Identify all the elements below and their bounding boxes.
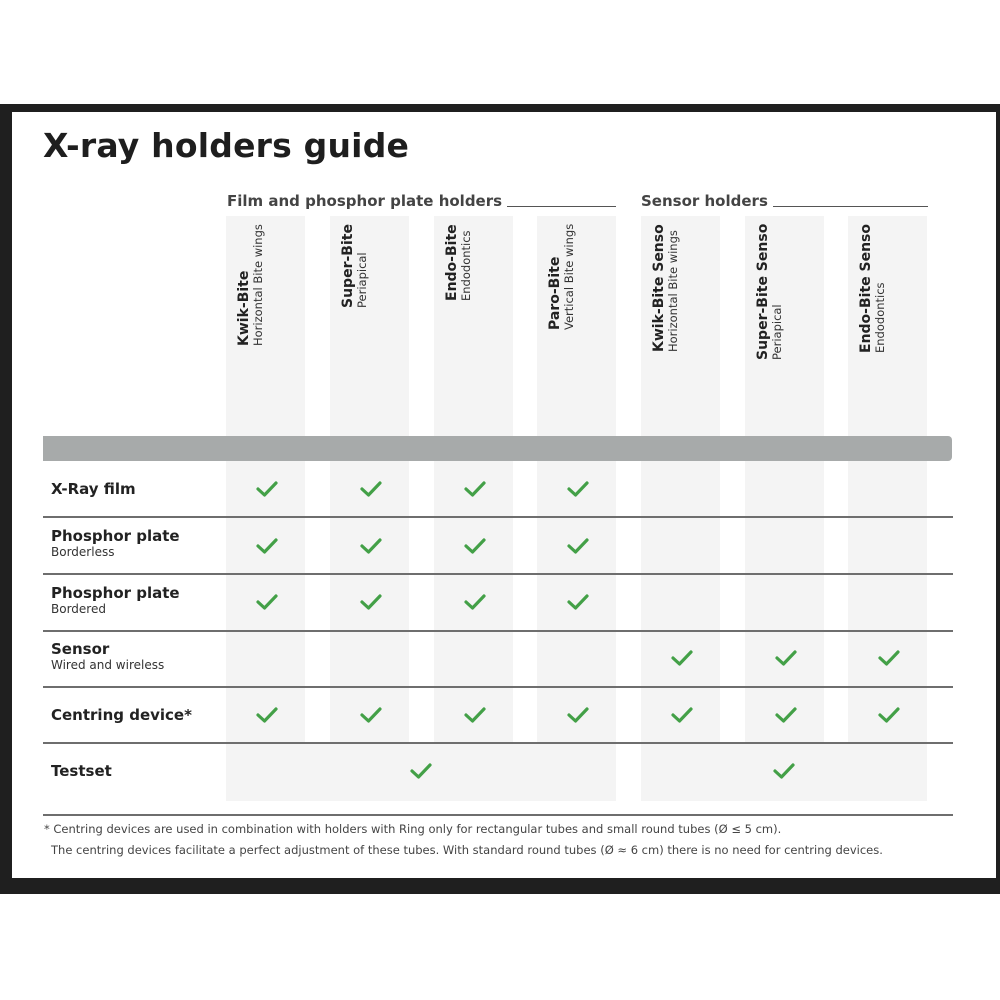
row-label [51, 706, 192, 724]
column-header-label [340, 224, 369, 308]
column-header-label [444, 224, 473, 301]
column-subtitle: Vertical Bite wings [562, 223, 576, 330]
column-header [537, 216, 616, 431]
row-divider [43, 686, 953, 688]
column-header-label [547, 224, 576, 330]
row-name: Sensor [51, 640, 110, 658]
column-header-label [651, 224, 680, 352]
row-divider [43, 573, 953, 575]
check-icon [566, 480, 590, 498]
row-name: Testset [51, 762, 112, 780]
check-icon [255, 593, 279, 611]
check-icon [877, 706, 901, 724]
check-icon [772, 762, 796, 780]
row-divider [43, 516, 953, 518]
footnote-1: * Centring devices are used in combination with holders with Ring only for rectangular tubes and small round tubes (Ø ≤ 5 cm). [44, 822, 782, 836]
row-label [51, 527, 180, 559]
group-label: Film and phosphor plate holders [227, 192, 503, 210]
row-name: X-Ray film [51, 480, 136, 498]
column-name: Kwik-Bite Senso [651, 224, 667, 352]
check-icon [255, 480, 279, 498]
page-title: X-ray holders guide [43, 126, 410, 165]
row-divider [43, 630, 953, 632]
check-icon [774, 706, 798, 724]
column-header [848, 216, 927, 431]
column-header-label [236, 224, 265, 346]
check-icon [463, 593, 487, 611]
column-header-label [755, 224, 784, 360]
column-header [226, 216, 305, 431]
column-header [330, 216, 409, 431]
row-divider [43, 814, 953, 816]
check-icon [463, 706, 487, 724]
column-name: Super-Bite Senso [755, 223, 771, 360]
check-icon [877, 649, 901, 667]
row-name: Phosphor plate [51, 584, 180, 602]
group-sensor [641, 190, 928, 210]
check-icon [670, 649, 694, 667]
check-icon [359, 480, 383, 498]
column-subtitle: Endodontics [459, 230, 473, 301]
check-icon [566, 593, 590, 611]
column-header [641, 216, 720, 431]
group-rule [507, 206, 616, 207]
check-icon [255, 537, 279, 555]
column-name: Endo-Bite Senso [858, 223, 874, 353]
column-header-label [858, 224, 887, 353]
check-icon [566, 706, 590, 724]
check-icon [566, 537, 590, 555]
check-icon [359, 537, 383, 555]
row-label [51, 640, 164, 672]
group-rule [773, 206, 928, 207]
group-film-phosphor [227, 190, 616, 210]
check-icon [359, 593, 383, 611]
row-label [51, 480, 136, 498]
row-subtitle: Wired and wireless [51, 658, 165, 672]
column-header [745, 216, 824, 431]
check-icon [359, 706, 383, 724]
row-subtitle: Borderless [51, 545, 115, 559]
row-name: Centring device* [51, 706, 192, 724]
check-icon [774, 649, 798, 667]
row-divider [43, 742, 953, 744]
column-name: Super-Bite [340, 224, 356, 308]
column-subtitle: Periapical [355, 252, 369, 308]
footnote-2: The centring devices facilitate a perfect adjustment of these tubes. With standard round tubes (Ø ≈ 6 cm) there is no need for centring devices. [51, 843, 883, 857]
check-icon [255, 706, 279, 724]
check-icon [670, 706, 694, 724]
column-header [434, 216, 513, 431]
column-subtitle: Horizontal Bite wings [666, 230, 680, 352]
group-label: Sensor holders [641, 192, 768, 210]
column-subtitle: Periapical [770, 304, 784, 360]
row-subtitle: Bordered [51, 602, 106, 616]
column-name: Paro-Bite [547, 256, 563, 330]
check-icon [409, 762, 433, 780]
row-label [51, 584, 180, 616]
check-icon [463, 480, 487, 498]
column-subtitle: Endodontics [873, 282, 887, 353]
column-name: Kwik-Bite [236, 270, 252, 346]
row-label [51, 762, 112, 780]
header-bar [43, 436, 952, 461]
check-icon [463, 537, 487, 555]
row-name: Phosphor plate [51, 527, 180, 545]
column-name: Endo-Bite [444, 224, 460, 301]
column-subtitle: Horizontal Bite wings [251, 224, 265, 346]
